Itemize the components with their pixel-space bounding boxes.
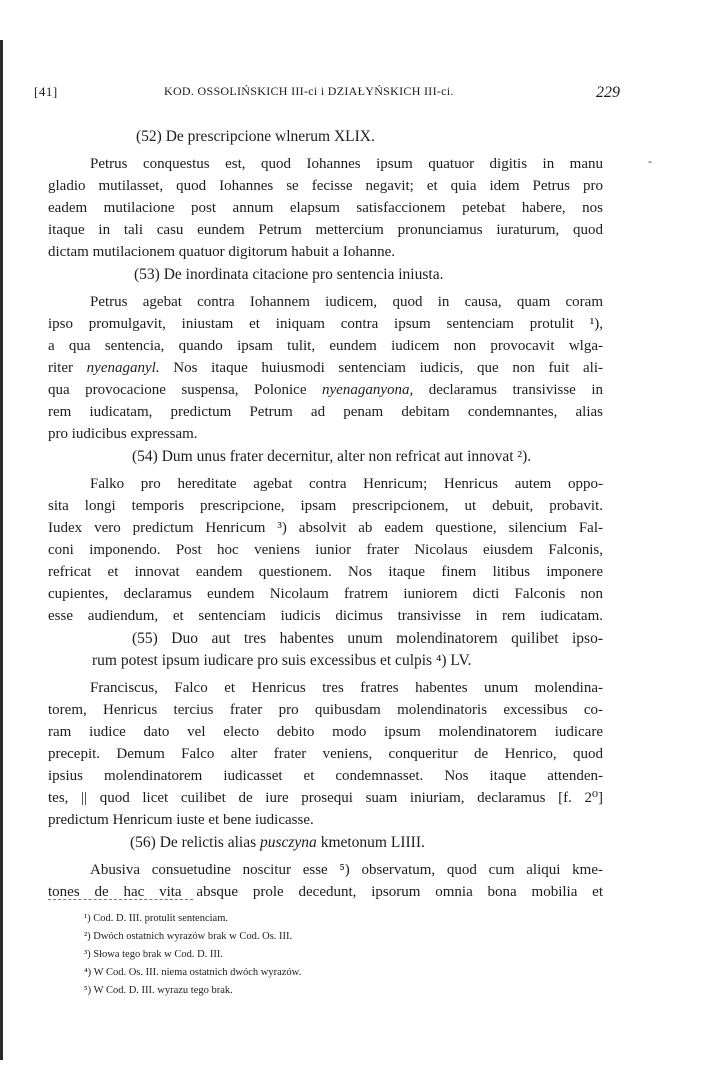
margin-mark: -	[648, 154, 652, 168]
line-text: Petrus agebat contra Iohannem iudicem, quod in causa, quam coram	[90, 294, 603, 310]
line-text: ipso promulgavit, iniustam et iniquam contra ipsum sentenciam protulit ¹),	[48, 316, 603, 332]
line-text: Petrus conquestus est, quod Iohannes ipsum quatuor digitis in manu	[90, 156, 603, 172]
line-text: esse audiendum, et sentenciam iudicis dicimus transivisse in rem iudicatam.	[48, 608, 603, 624]
line-text: tes, || quod licet cuilibet de iure prosequi suam iniuriam, declaramus [f. 2⁰]	[48, 790, 603, 806]
line-text: tones de hac vita absque prole decedunt, ipsorum omnia bona mobilia et	[48, 884, 603, 900]
text-line	[48, 219, 603, 241]
line-text: precepit. Demum Falco alter frater veniens, conqueritur de Henrico, quod	[48, 746, 603, 762]
page-number: 229	[596, 84, 620, 101]
line-text: ram iudice dato vel electo debito modo ipsum molendinatorem iudicare	[48, 724, 603, 740]
line-text: (55) Duo aut tres habentes unum molendinatorem quilibet ipso-	[132, 630, 603, 647]
text-line	[48, 175, 603, 197]
footnote: ³) Słowa tego brak w Cod. D. III.	[84, 949, 224, 960]
section-heading	[132, 446, 603, 468]
polish-term: pusczyna	[259, 834, 317, 851]
text-line	[48, 357, 603, 379]
text-line	[48, 291, 603, 313]
line-text: dictam mutilacionem quatuor digitorum habuit a Iohanne.	[48, 244, 395, 260]
folio-number: [41]	[34, 84, 58, 99]
section-heading	[136, 126, 603, 148]
text-line	[48, 859, 603, 881]
line-text: sita longi temporis prescripcione, ipsam prescripcionem, ut debuit, probavit.	[48, 498, 603, 514]
text-line	[48, 495, 603, 517]
line-text: Falko pro hereditate agebat contra Henricum; Henricus autem oppo-	[90, 476, 603, 492]
line-text: Nos itaque huiusmodi sentenciam iudicis, que non fuit ali-	[159, 360, 604, 376]
text-line	[48, 787, 603, 809]
footnote: ⁵) W Cod. D. III. wyrazu tego brak.	[84, 985, 233, 996]
text-line	[48, 423, 603, 445]
line-text: predictum Henricum iuste et bene iudicasse.	[48, 812, 314, 828]
line-text: torem, Henricus tercius frater pro quibusdam molendinatoris excessibus co-	[48, 702, 603, 718]
text-line	[48, 517, 603, 539]
line-text: riter	[48, 360, 87, 376]
line-text: rum potest ipsum iudicare pro suis excessibus et culpis ⁴) LV.	[92, 652, 472, 669]
line-text: (56) De relictis alias	[130, 834, 260, 851]
line-text: pro iudicibus expressam.	[48, 426, 198, 442]
line-text: coni imponendo. Post hoc veniens iunior frater Nicolaus eiusdem Falconis,	[48, 542, 603, 558]
text-line	[48, 721, 603, 743]
text-line	[48, 605, 603, 627]
running-title: KOD. OSSOLIŃSKICH III-ci i DZIAŁYŃSKICH III-ci.	[164, 84, 454, 98]
polish-term: nyenaganyona,	[322, 382, 414, 398]
line-text: kmetonum LIIII.	[316, 834, 425, 851]
text-line	[48, 197, 603, 219]
text-line	[48, 153, 603, 175]
line-text: gladio mutilasset, quod Iohannes se fecisse negavit; et quia idem Petrus pro	[48, 178, 603, 194]
footnote-separator	[48, 899, 193, 900]
text-line	[48, 241, 603, 263]
text-line	[48, 539, 603, 561]
line-text: Abusiva consuetudine noscitur esse ⁵) observatum, quod cum aliqui kme-	[90, 862, 603, 878]
text-line	[48, 765, 603, 787]
section-heading	[132, 628, 603, 650]
text-line	[48, 335, 603, 357]
footnote: ²) Dwóch ostatnich wyrazów brak w Cod. Os. III.	[84, 931, 293, 942]
line-text: declaramus transivisse in	[413, 382, 603, 398]
page-binding-edge	[0, 40, 3, 1060]
line-text: rem iudicatam, predictum Petrum ad penam debitam condemnantes, alias	[48, 404, 603, 420]
line-text: refricat et innovat eandem questionem. Nos itaque finem litibus imponere	[48, 564, 603, 580]
section-heading	[134, 264, 603, 286]
line-text: Franciscus, Falco et Henricus tres fratres habentes unum molendina-	[90, 680, 603, 696]
line-text: (52) De prescripcione wlnerum XLIX.	[136, 128, 375, 145]
line-text: a qua sentencia, quando ipsam tulit, eundem iudicem non provocavit wlga-	[48, 338, 603, 354]
line-text: ipsius molendinatorem iudicasset et condemnasset. Nos itaque attenden-	[48, 768, 603, 784]
footnote: ⁴) W Cod. Os. III. niema ostatnich dwóch wyrazów.	[84, 967, 302, 978]
line-text: eadem mutilacione post annum elapsum satisfaccionem petebat habere, nos	[48, 200, 603, 216]
text-line	[48, 401, 603, 423]
text-line	[48, 677, 603, 699]
text-line	[48, 583, 603, 605]
text-line	[48, 743, 603, 765]
text-line	[48, 809, 603, 831]
line-text: itaque in tali casu eundem Petrum mettercium pronunciamus iuraturum, quod	[48, 222, 603, 238]
text-line	[48, 473, 603, 495]
footnote: ¹) Cod. D. III. protulit sentenciam.	[84, 913, 228, 924]
section-heading	[130, 832, 603, 854]
polish-term: nyenaganyl.	[86, 360, 160, 376]
text-line	[48, 699, 603, 721]
running-header	[34, 84, 620, 104]
line-text: (54) Dum unus frater decernitur, alter non refricat aut innovat ²).	[132, 448, 532, 465]
text-line	[48, 313, 603, 335]
section-heading	[92, 650, 603, 672]
text-line	[48, 561, 603, 583]
line-text: qua provocacione suspensa, Polonice	[48, 382, 322, 398]
text-line	[48, 379, 603, 401]
line-text: Iudex vero predictum Henricum ³) absolvit ab eadem questione, silencium Fal-	[48, 520, 603, 536]
line-text: cupientes, declaramus eundem Nicolaum fratrem iuniorem dicti Falconis non	[48, 586, 603, 602]
line-text: (53) De inordinata citacione pro sentencia iniusta.	[134, 266, 444, 283]
